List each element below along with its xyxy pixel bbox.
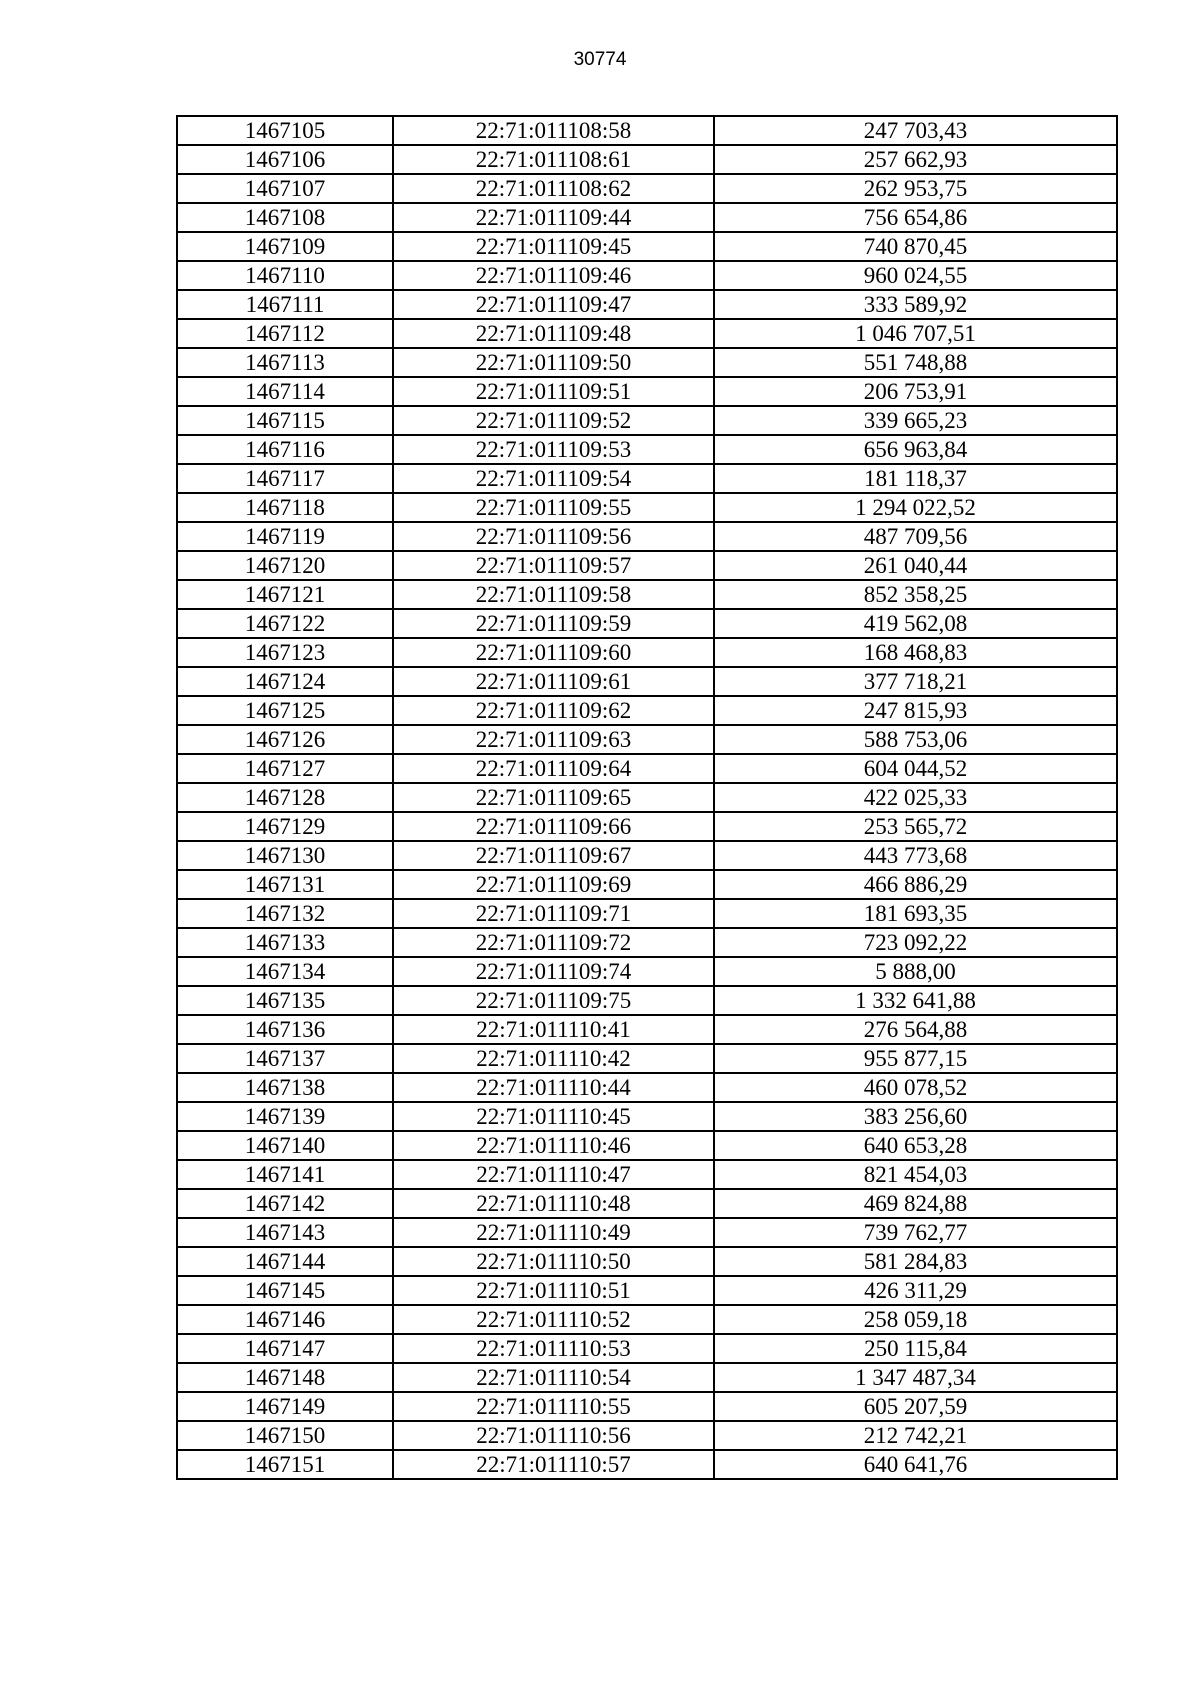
cadastral-number-cell: 22:71:011109:46 bbox=[393, 261, 714, 290]
table-row bbox=[177, 696, 1117, 725]
value-cell: 1 046 707,51 bbox=[714, 319, 1117, 348]
row-number-cell: 1467147 bbox=[177, 1334, 393, 1363]
cadastral-number-cell: 22:71:011109:62 bbox=[393, 696, 714, 725]
table-row bbox=[177, 1015, 1117, 1044]
row-number-cell: 1467135 bbox=[177, 986, 393, 1015]
table-row bbox=[177, 522, 1117, 551]
cadastral-number-cell: 22:71:011109:75 bbox=[393, 986, 714, 1015]
table-row bbox=[177, 1218, 1117, 1247]
table-row bbox=[177, 551, 1117, 580]
value-cell: 739 762,77 bbox=[714, 1218, 1117, 1247]
value-cell: 262 953,75 bbox=[714, 174, 1117, 203]
value-cell: 333 589,92 bbox=[714, 290, 1117, 319]
row-number-cell: 1467118 bbox=[177, 493, 393, 522]
cadastral-number-cell: 22:71:011109:66 bbox=[393, 812, 714, 841]
table-row bbox=[177, 1131, 1117, 1160]
row-number-cell: 1467124 bbox=[177, 667, 393, 696]
cadastral-number-cell: 22:71:011110:46 bbox=[393, 1131, 714, 1160]
row-number-cell: 1467151 bbox=[177, 1450, 393, 1479]
row-number-cell: 1467115 bbox=[177, 406, 393, 435]
value-cell: 469 824,88 bbox=[714, 1189, 1117, 1218]
row-number-cell: 1467148 bbox=[177, 1363, 393, 1392]
table-row bbox=[177, 1334, 1117, 1363]
row-number-cell: 1467126 bbox=[177, 725, 393, 754]
value-cell: 640 653,28 bbox=[714, 1131, 1117, 1160]
cadastral-number-cell: 22:71:011110:55 bbox=[393, 1392, 714, 1421]
table-row bbox=[177, 1160, 1117, 1189]
value-cell: 377 718,21 bbox=[714, 667, 1117, 696]
cadastral-number-cell: 22:71:011109:69 bbox=[393, 870, 714, 899]
cadastral-number-cell: 22:71:011110:48 bbox=[393, 1189, 714, 1218]
cadastral-number-cell: 22:71:011109:63 bbox=[393, 725, 714, 754]
table-row bbox=[177, 203, 1117, 232]
cadastral-number-cell: 22:71:011109:55 bbox=[393, 493, 714, 522]
table-row bbox=[177, 464, 1117, 493]
row-number-cell: 1467107 bbox=[177, 174, 393, 203]
cadastral-number-cell: 22:71:011109:45 bbox=[393, 232, 714, 261]
cadastral-number-cell: 22:71:011109:56 bbox=[393, 522, 714, 551]
row-number-cell: 1467106 bbox=[177, 145, 393, 174]
table-row bbox=[177, 1421, 1117, 1450]
cadastral-number-cell: 22:71:011109:61 bbox=[393, 667, 714, 696]
value-cell: 1 347 487,34 bbox=[714, 1363, 1117, 1392]
cadastral-number-cell: 22:71:011109:58 bbox=[393, 580, 714, 609]
value-cell: 604 044,52 bbox=[714, 754, 1117, 783]
table-row bbox=[177, 232, 1117, 261]
cadastral-number-cell: 22:71:011109:50 bbox=[393, 348, 714, 377]
row-number-cell: 1467132 bbox=[177, 899, 393, 928]
table-row bbox=[177, 319, 1117, 348]
value-cell: 588 753,06 bbox=[714, 725, 1117, 754]
table-row bbox=[177, 812, 1117, 841]
value-cell: 1 294 022,52 bbox=[714, 493, 1117, 522]
row-number-cell: 1467134 bbox=[177, 957, 393, 986]
cadastral-number-cell: 22:71:011110:50 bbox=[393, 1247, 714, 1276]
value-cell: 640 641,76 bbox=[714, 1450, 1117, 1479]
row-number-cell: 1467133 bbox=[177, 928, 393, 957]
value-cell: 247 703,43 bbox=[714, 116, 1117, 145]
cadastral-number-cell: 22:71:011109:67 bbox=[393, 841, 714, 870]
value-cell: 181 693,35 bbox=[714, 899, 1117, 928]
row-number-cell: 1467143 bbox=[177, 1218, 393, 1247]
registry-table-body bbox=[177, 116, 1117, 1479]
value-cell: 181 118,37 bbox=[714, 464, 1117, 493]
table-row bbox=[177, 348, 1117, 377]
cadastral-number-cell: 22:71:011109:53 bbox=[393, 435, 714, 464]
value-cell: 206 753,91 bbox=[714, 377, 1117, 406]
row-number-cell: 1467114 bbox=[177, 377, 393, 406]
table-row bbox=[177, 609, 1117, 638]
table-row bbox=[177, 116, 1117, 145]
value-cell: 466 886,29 bbox=[714, 870, 1117, 899]
row-number-cell: 1467123 bbox=[177, 638, 393, 667]
value-cell: 212 742,21 bbox=[714, 1421, 1117, 1450]
cadastral-number-cell: 22:71:011109:54 bbox=[393, 464, 714, 493]
table-row bbox=[177, 406, 1117, 435]
table-row bbox=[177, 1392, 1117, 1421]
cadastral-number-cell: 22:71:011109:51 bbox=[393, 377, 714, 406]
table-row bbox=[177, 754, 1117, 783]
cadastral-number-cell: 22:71:011110:57 bbox=[393, 1450, 714, 1479]
value-cell: 581 284,83 bbox=[714, 1247, 1117, 1276]
row-number-cell: 1467112 bbox=[177, 319, 393, 348]
row-number-cell: 1467105 bbox=[177, 116, 393, 145]
cadastral-number-cell: 22:71:011110:45 bbox=[393, 1102, 714, 1131]
row-number-cell: 1467128 bbox=[177, 783, 393, 812]
cadastral-number-cell: 22:71:011110:53 bbox=[393, 1334, 714, 1363]
row-number-cell: 1467109 bbox=[177, 232, 393, 261]
row-number-cell: 1467117 bbox=[177, 464, 393, 493]
table-row bbox=[177, 1247, 1117, 1276]
value-cell: 960 024,55 bbox=[714, 261, 1117, 290]
table-row bbox=[177, 783, 1117, 812]
cadastral-number-cell: 22:71:011110:41 bbox=[393, 1015, 714, 1044]
value-cell: 723 092,22 bbox=[714, 928, 1117, 957]
value-cell: 383 256,60 bbox=[714, 1102, 1117, 1131]
table-row bbox=[177, 1073, 1117, 1102]
table-row bbox=[177, 870, 1117, 899]
cadastral-number-cell: 22:71:011109:60 bbox=[393, 638, 714, 667]
value-cell: 250 115,84 bbox=[714, 1334, 1117, 1363]
row-number-cell: 1467144 bbox=[177, 1247, 393, 1276]
cadastral-number-cell: 22:71:011108:61 bbox=[393, 145, 714, 174]
table-row bbox=[177, 899, 1117, 928]
value-cell: 276 564,88 bbox=[714, 1015, 1117, 1044]
table-row bbox=[177, 580, 1117, 609]
cadastral-number-cell: 22:71:011109:72 bbox=[393, 928, 714, 957]
table-row bbox=[177, 435, 1117, 464]
value-cell: 426 311,29 bbox=[714, 1276, 1117, 1305]
table-row bbox=[177, 1305, 1117, 1334]
table-row bbox=[177, 290, 1117, 319]
cadastral-number-cell: 22:71:011110:54 bbox=[393, 1363, 714, 1392]
value-cell: 740 870,45 bbox=[714, 232, 1117, 261]
value-cell: 258 059,18 bbox=[714, 1305, 1117, 1334]
value-cell: 852 358,25 bbox=[714, 580, 1117, 609]
row-number-cell: 1467127 bbox=[177, 754, 393, 783]
cadastral-number-cell: 22:71:011108:58 bbox=[393, 116, 714, 145]
cadastral-number-cell: 22:71:011108:62 bbox=[393, 174, 714, 203]
table-row bbox=[177, 1363, 1117, 1392]
cadastral-number-cell: 22:71:011110:42 bbox=[393, 1044, 714, 1073]
table-row bbox=[177, 1044, 1117, 1073]
row-number-cell: 1467120 bbox=[177, 551, 393, 580]
row-number-cell: 1467110 bbox=[177, 261, 393, 290]
value-cell: 443 773,68 bbox=[714, 841, 1117, 870]
table-row bbox=[177, 261, 1117, 290]
value-cell: 460 078,52 bbox=[714, 1073, 1117, 1102]
row-number-cell: 1467125 bbox=[177, 696, 393, 725]
row-number-cell: 1467119 bbox=[177, 522, 393, 551]
value-cell: 339 665,23 bbox=[714, 406, 1117, 435]
table-row bbox=[177, 1450, 1117, 1479]
value-cell: 247 815,93 bbox=[714, 696, 1117, 725]
table-row bbox=[177, 638, 1117, 667]
table-row bbox=[177, 377, 1117, 406]
value-cell: 419 562,08 bbox=[714, 609, 1117, 638]
cadastral-number-cell: 22:71:011110:56 bbox=[393, 1421, 714, 1450]
cadastral-number-cell: 22:71:011109:71 bbox=[393, 899, 714, 928]
row-number-cell: 1467136 bbox=[177, 1015, 393, 1044]
page-number: 30774 bbox=[573, 49, 627, 70]
table-row bbox=[177, 928, 1117, 957]
value-cell: 955 877,15 bbox=[714, 1044, 1117, 1073]
row-number-cell: 1467141 bbox=[177, 1160, 393, 1189]
row-number-cell: 1467108 bbox=[177, 203, 393, 232]
cadastral-number-cell: 22:71:011109:48 bbox=[393, 319, 714, 348]
value-cell: 605 207,59 bbox=[714, 1392, 1117, 1421]
cadastral-number-cell: 22:71:011109:52 bbox=[393, 406, 714, 435]
table-row bbox=[177, 1276, 1117, 1305]
table-row bbox=[177, 725, 1117, 754]
value-cell: 261 040,44 bbox=[714, 551, 1117, 580]
value-cell: 422 025,33 bbox=[714, 783, 1117, 812]
cadastral-number-cell: 22:71:011110:52 bbox=[393, 1305, 714, 1334]
row-number-cell: 1467146 bbox=[177, 1305, 393, 1334]
table-row bbox=[177, 145, 1117, 174]
value-cell: 168 468,83 bbox=[714, 638, 1117, 667]
row-number-cell: 1467140 bbox=[177, 1131, 393, 1160]
cadastral-number-cell: 22:71:011109:74 bbox=[393, 957, 714, 986]
row-number-cell: 1467138 bbox=[177, 1073, 393, 1102]
cadastral-number-cell: 22:71:011110:49 bbox=[393, 1218, 714, 1247]
cadastral-number-cell: 22:71:011109:64 bbox=[393, 754, 714, 783]
cadastral-number-cell: 22:71:011110:51 bbox=[393, 1276, 714, 1305]
cadastral-number-cell: 22:71:011110:47 bbox=[393, 1160, 714, 1189]
row-number-cell: 1467130 bbox=[177, 841, 393, 870]
cadastral-number-cell: 22:71:011109:47 bbox=[393, 290, 714, 319]
value-cell: 5 888,00 bbox=[714, 957, 1117, 986]
value-cell: 821 454,03 bbox=[714, 1160, 1117, 1189]
cadastral-number-cell: 22:71:011110:44 bbox=[393, 1073, 714, 1102]
row-number-cell: 1467122 bbox=[177, 609, 393, 638]
row-number-cell: 1467129 bbox=[177, 812, 393, 841]
row-number-cell: 1467149 bbox=[177, 1392, 393, 1421]
table-row bbox=[177, 986, 1117, 1015]
table-row bbox=[177, 841, 1117, 870]
value-cell: 756 654,86 bbox=[714, 203, 1117, 232]
row-number-cell: 1467137 bbox=[177, 1044, 393, 1073]
table-row bbox=[177, 1102, 1117, 1131]
row-number-cell: 1467150 bbox=[177, 1421, 393, 1450]
row-number-cell: 1467111 bbox=[177, 290, 393, 319]
cadastral-number-cell: 22:71:011109:57 bbox=[393, 551, 714, 580]
cadastral-number-cell: 22:71:011109:44 bbox=[393, 203, 714, 232]
table-row bbox=[177, 667, 1117, 696]
row-number-cell: 1467116 bbox=[177, 435, 393, 464]
value-cell: 257 662,93 bbox=[714, 145, 1117, 174]
value-cell: 1 332 641,88 bbox=[714, 986, 1117, 1015]
row-number-cell: 1467142 bbox=[177, 1189, 393, 1218]
value-cell: 487 709,56 bbox=[714, 522, 1117, 551]
table-row bbox=[177, 174, 1117, 203]
row-number-cell: 1467121 bbox=[177, 580, 393, 609]
row-number-cell: 1467139 bbox=[177, 1102, 393, 1131]
value-cell: 656 963,84 bbox=[714, 435, 1117, 464]
cadastral-number-cell: 22:71:011109:65 bbox=[393, 783, 714, 812]
row-number-cell: 1467131 bbox=[177, 870, 393, 899]
table-row bbox=[177, 957, 1117, 986]
cadastral-number-cell: 22:71:011109:59 bbox=[393, 609, 714, 638]
table-row bbox=[177, 1189, 1117, 1218]
registry-table bbox=[176, 115, 1118, 1480]
row-number-cell: 1467113 bbox=[177, 348, 393, 377]
value-cell: 253 565,72 bbox=[714, 812, 1117, 841]
row-number-cell: 1467145 bbox=[177, 1276, 393, 1305]
table-row bbox=[177, 493, 1117, 522]
value-cell: 551 748,88 bbox=[714, 348, 1117, 377]
